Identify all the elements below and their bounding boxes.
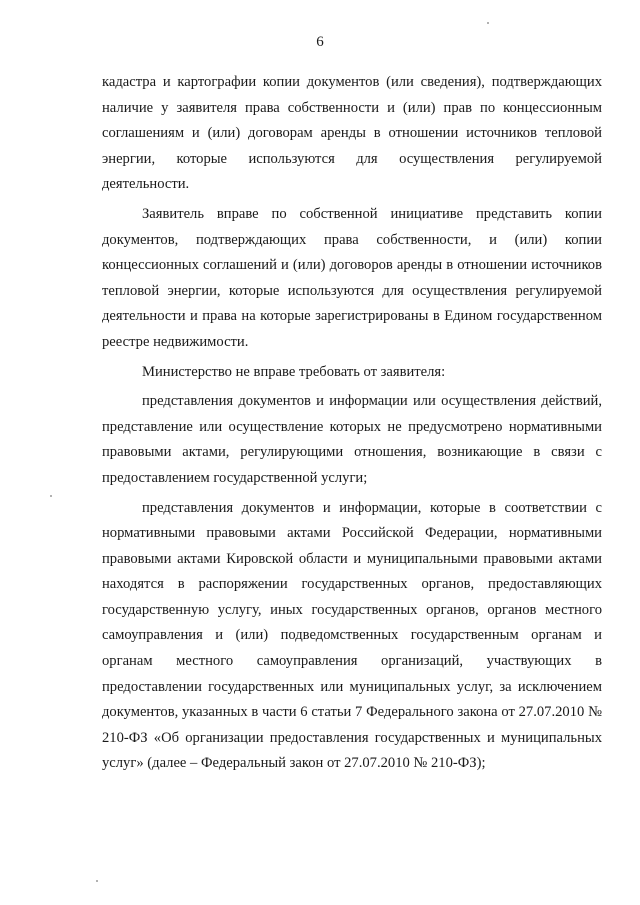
scan-speck: [96, 880, 98, 882]
paragraph-cadastre-continuation: кадастра и картографии копии документов (или сведения), подтверждающих наличие у заявителя права собственности и (или) прав по концессионным соглашениям и (или) договорам аренды в отношении источников тепловой энергии, которые используются для осуществления регулируемой деятельности.: [102, 74, 602, 193]
document-body: [102, 70, 602, 777]
scan-speck: [487, 22, 489, 24]
paragraph-item-actions: представления документов и информации или осуществления действий, представление или осуществление которых не предусмотрено нормативными правовыми актами, регулирующими отношения, возникающие в связи с предоставлением государственной услуги;: [102, 393, 602, 486]
paragraph-applicant-right: Заявитель вправе по собственной инициативе представить копии документов, подтверждающих права собственности, и (или) копии концессионных соглашений и (или) договоров аренды в отношении источников тепловой энергии, которые используются для осуществления регулируемой деятельности и права на которые зарегистрированы в Едином государственном реестре недвижимости.: [102, 205, 602, 350]
page-number: 6: [316, 34, 324, 50]
paragraph-item-documents: представления документов и информации, которые в соответствии с нормативными правовыми актами Российской Федерации, нормативными правовыми актами Кировской области и муниципальными правовыми актами находятся в распоряжении государственных органов, предоставляющих государственную услугу, иных государственных органов, органов местного самоуправления и (или) подведомственных государственным органам и органам местного самоуправления организаций, участвующих в предоставлении государственных или муниципальных услуг, за исключением документов, указанных в части 6 статьи 7 Федерального закона от 27.07.2010 № 210-ФЗ «Об организации предоставления государственных и муниципальных услуг» (далее – Федеральный закон от 27.07.2010 № 210-ФЗ);: [102, 499, 602, 772]
paragraph-ministry-restriction: Министерство не вправе требовать от заявителя:: [142, 363, 446, 380]
scan-speck: [50, 495, 52, 497]
